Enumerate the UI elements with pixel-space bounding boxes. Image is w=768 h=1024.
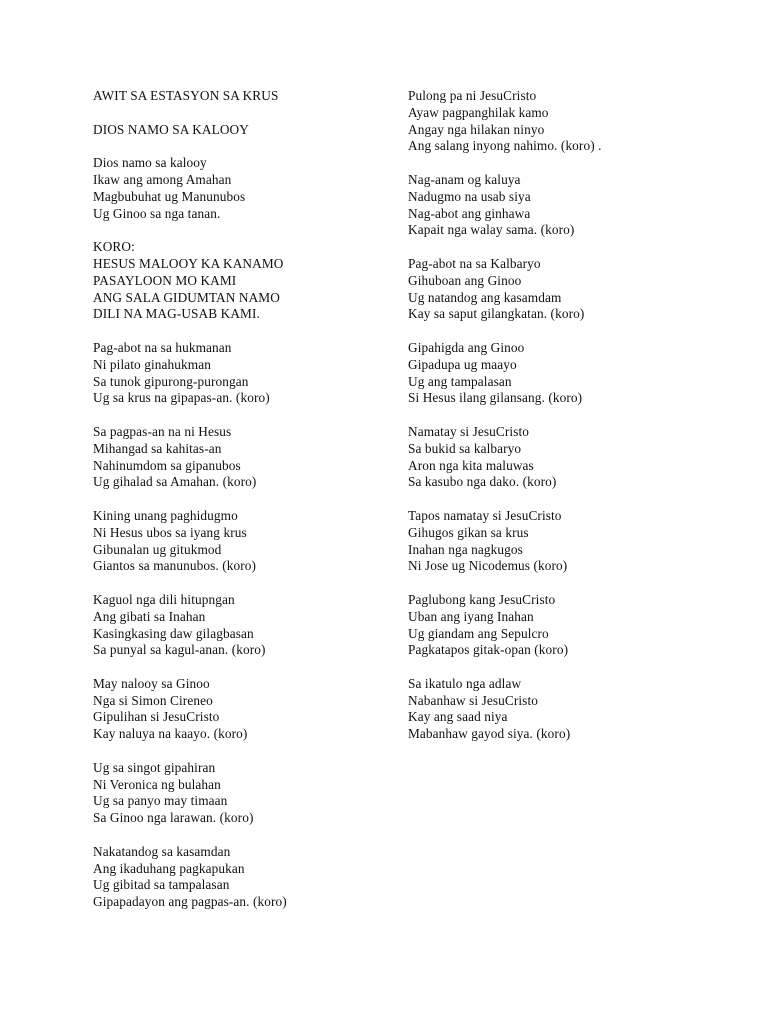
stanza xyxy=(93,424,393,491)
lyric-line: Ni pilato ginahukman xyxy=(93,356,211,372)
lyric-line: Pagkatapos gitak-opan (koro) xyxy=(408,642,569,658)
stanza xyxy=(408,88,708,155)
lyric-line: Mabanhaw gayod siya. (koro) xyxy=(408,726,571,742)
lyric-line: Nahinumdom sa gipanubos xyxy=(93,457,241,473)
lyric-line: Inahan nga nagkugos xyxy=(408,541,523,557)
lyric-line: Sa ikatulo nga adlaw xyxy=(408,675,522,691)
lyric-line: Ug natandog ang kasamdam xyxy=(408,289,562,305)
lyric-line: Pulong pa ni JesuCristo xyxy=(408,88,537,103)
lyric-line: Nakatandog sa kasamdan xyxy=(93,843,231,859)
lyric-line: Ang gibati sa Inahan xyxy=(93,608,206,624)
lyric-line: Ang ikaduhang pagkapukan xyxy=(93,860,245,876)
lyric-line: Gibunalan ug gitukmod xyxy=(93,541,222,557)
lyric-line: Uban ang iyang Inahan xyxy=(408,608,534,624)
lyric-line: Ni Jose ug Nicodemus (koro) xyxy=(408,558,568,574)
right-column xyxy=(408,88,708,760)
lyric-line: Ug giandam ang Sepulcro xyxy=(408,625,549,641)
lyric-line: Kaguol nga dili hitupngan xyxy=(93,591,235,607)
stanza xyxy=(408,424,708,491)
lyric-line: Ug Ginoo sa nga tanan. xyxy=(93,205,221,221)
stanza xyxy=(93,155,393,222)
stanza xyxy=(93,88,393,105)
lyric-line: Ug gihalad sa Amahan. (koro) xyxy=(93,474,257,490)
lyric-line: Ug sa singot gipahiran xyxy=(93,759,216,775)
stanza xyxy=(93,676,393,743)
lyric-line: Nag-anam og kaluya xyxy=(408,171,521,187)
lyric-line: Kining unang paghidugmo xyxy=(93,507,238,523)
lyric-line: Ang salang inyong nahimo. (koro) . xyxy=(408,138,602,154)
lyric-line: Sa pagpas-an na ni Hesus xyxy=(93,423,232,439)
lyric-line: KORO: xyxy=(93,239,135,255)
lyric-line: Giantos sa manunubos. (koro) xyxy=(93,558,257,574)
left-column xyxy=(93,88,393,928)
lyric-line: Kay ang saad niya xyxy=(408,709,508,725)
stanza xyxy=(93,592,393,659)
lyric-line: Kay naluya na kaayo. (koro) xyxy=(93,726,248,742)
lyric-line: Kasingkasing daw gilagbasan xyxy=(93,625,254,641)
lyric-line: Dios namo sa kalooy xyxy=(93,155,207,171)
stanza xyxy=(408,676,708,743)
lyric-line: DIOS NAMO SA KALOOY xyxy=(93,121,249,137)
lyric-line: Aron nga kita maluwas xyxy=(408,457,534,473)
stanza xyxy=(408,592,708,659)
lyric-line: Nga si Simon Cireneo xyxy=(93,692,213,708)
lyric-line: Magbubuhat ug Manunubos xyxy=(93,188,246,204)
stanza xyxy=(93,239,393,323)
lyric-line: Kay sa saput gilangkatan. (koro) xyxy=(408,306,585,322)
lyric-line: Gipapadayon ang pagpas-an. (koro) xyxy=(93,894,287,910)
lyric-line: Gipulihan si JesuCristo xyxy=(93,709,220,725)
lyric-line: Angay nga hilakan ninyo xyxy=(408,121,545,137)
lyric-line: Pag-abot na sa hukmanan xyxy=(93,339,232,355)
lyric-line: Si Hesus ilang gilansang. (koro) xyxy=(408,390,583,406)
stanza xyxy=(408,340,708,407)
lyric-line: Ug sa panyo may timaan xyxy=(93,793,228,809)
lyric-line: Sa tunok gipurong-purongan xyxy=(93,373,249,389)
lyric-line: Sa Ginoo nga larawan. (koro) xyxy=(93,810,254,826)
stanza xyxy=(408,172,708,239)
lyric-line: Gihugos gikan sa krus xyxy=(408,524,529,540)
lyric-line: PASAYLOON MO KAMI xyxy=(93,272,237,288)
lyric-line: Sa bukid sa kalbaryo xyxy=(408,440,522,456)
lyric-line: Ug ang tampalasan xyxy=(408,373,512,389)
stanza xyxy=(93,122,393,139)
lyric-line: Ni Veronica ng bulahan xyxy=(93,776,221,792)
stanza xyxy=(93,760,393,827)
lyric-line: Ni Hesus ubos sa iyang krus xyxy=(93,524,247,540)
lyric-line: Ayaw pagpanghilak kamo xyxy=(408,104,549,120)
lyric-line: Paglubong kang JesuCristo xyxy=(408,591,556,607)
stanza xyxy=(93,340,393,407)
lyric-line: Namatay si JesuCristo xyxy=(408,423,530,439)
stanza xyxy=(93,508,393,575)
lyric-line: Ikaw ang among Amahan xyxy=(93,171,232,187)
lyric-line: Sa kasubo nga dako. (koro) xyxy=(408,474,557,490)
lyric-line: Nag-abot ang ginhawa xyxy=(408,205,531,221)
lyric-line: May nalooy sa Ginoo xyxy=(93,675,210,691)
lyric-line: Nadugmo na usab siya xyxy=(408,188,531,204)
stanza xyxy=(93,844,393,911)
lyric-line: DILI NA MAG-USAB KAMI. xyxy=(93,306,260,322)
lyric-line: Gipadupa ug maayo xyxy=(408,356,517,372)
lyric-line: Gipahigda ang Ginoo xyxy=(408,339,525,355)
lyric-line: Tapos namatay si JesuCristo xyxy=(408,507,562,523)
lyric-line: Gihuboan ang Ginoo xyxy=(408,272,522,288)
lyric-line: Mihangad sa kahitas-an xyxy=(93,440,222,456)
lyric-line: Pag-abot na sa Kalbaryo xyxy=(408,255,541,271)
lyric-line: Sa punyal sa kagul-anan. (koro) xyxy=(93,642,266,658)
lyric-line: Kapait nga walay sama. (koro) xyxy=(408,222,575,238)
lyric-line: AWIT SA ESTASYON SA KRUS xyxy=(93,88,279,103)
stanza xyxy=(408,508,708,575)
lyric-line: ANG SALA GIDUMTAN NAMO xyxy=(93,289,280,305)
lyric-line: Nabanhaw si JesuCristo xyxy=(408,692,538,708)
lyric-line: Ug sa krus na gipapas-an. (koro) xyxy=(93,390,270,406)
stanza xyxy=(408,256,708,323)
lyric-line: Ug gibitad sa tampalasan xyxy=(93,877,230,893)
lyric-line: HESUS MALOOY KA KANAMO xyxy=(93,255,284,271)
